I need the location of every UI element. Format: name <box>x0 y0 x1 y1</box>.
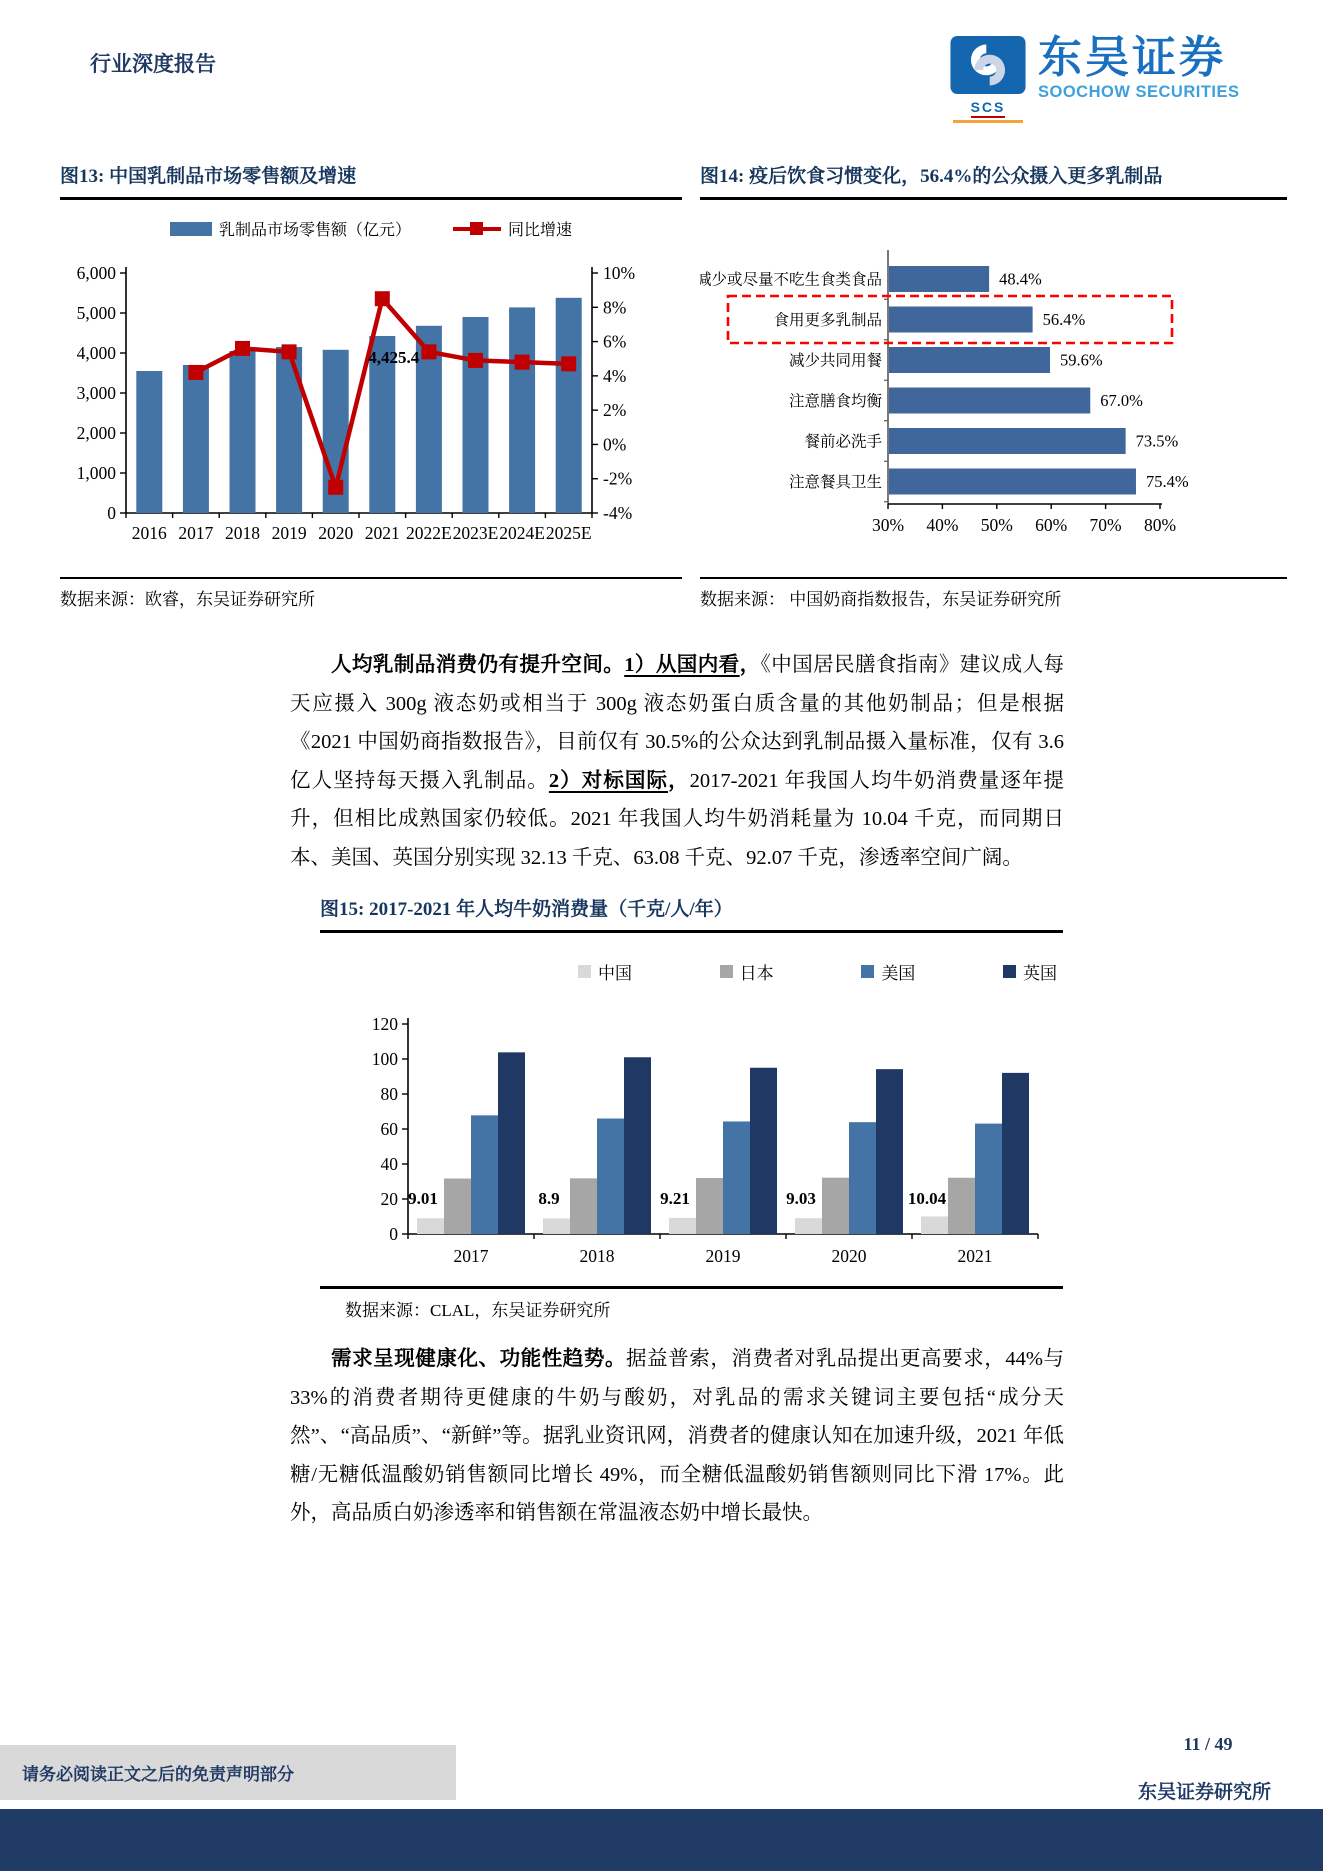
svg-text:2023E: 2023E <box>452 523 499 543</box>
logo-badge: SCS <box>971 99 1006 118</box>
svg-text:60%: 60% <box>1035 515 1068 535</box>
svg-text:73.5%: 73.5% <box>1135 431 1179 451</box>
figure-13-source-rule <box>60 577 682 579</box>
svg-text:3,000: 3,000 <box>76 383 116 403</box>
svg-text:2021: 2021 <box>364 523 400 543</box>
svg-text:75.4%: 75.4% <box>1145 472 1189 491</box>
svg-text:6%: 6% <box>603 331 627 352</box>
figure-15-chart <box>320 992 1063 1297</box>
svg-text:2,000: 2,000 <box>76 423 116 443</box>
svg-text:48.4%: 48.4% <box>999 269 1042 289</box>
svg-text:4%: 4% <box>603 365 627 386</box>
text-segment: 2）对标国际 <box>548 769 669 792</box>
figure-14-chart <box>700 234 1287 584</box>
figure-14-title-rule <box>700 197 1287 200</box>
figure-13-title: 图13: 中国乳制品市场零售额及增速 <box>60 166 357 187</box>
svg-text:-2%: -2% <box>603 468 633 489</box>
legend-item <box>453 217 572 240</box>
legend-label: 美国 <box>881 964 916 983</box>
figure-15 <box>320 897 1063 1337</box>
soochow-logo <box>950 33 1240 123</box>
svg-text:10.04: 10.04 <box>907 1189 947 1208</box>
svg-text:50%: 50% <box>980 515 1013 535</box>
svg-text:2024E: 2024E <box>499 523 545 543</box>
text-segment: 人均乳制品消费仍有提升空间。 <box>331 654 625 676</box>
text-segment: 《中国居民膳食指南》建议成人每天应摄入 300g 液态奶或相当于 300g 液态奶蛋白质含量的其他奶制品；但是根据《2021 中国奶商指数报告》，目前仅有 30.5%的公众达到乳制品摄入量标准，仅有 3.6 亿人坚持每天摄入乳制品。 <box>290 654 1065 792</box>
legend-label: 英国 <box>1022 964 1057 983</box>
figure-13-legend <box>60 217 682 240</box>
soochow-logo-icon <box>950 36 1026 99</box>
legend-item <box>861 959 915 984</box>
svg-text:2%: 2% <box>603 400 627 421</box>
svg-text:2017: 2017 <box>453 1246 489 1266</box>
footer-disclaimer-box <box>0 1745 456 1800</box>
svg-text:注意膳食均衡: 注意膳食均衡 <box>788 393 882 410</box>
legend-item <box>1003 959 1057 984</box>
figure-13 <box>60 164 682 624</box>
legend-label: 乳制品市场零售额（亿元） <box>218 222 411 239</box>
svg-text:30%: 30% <box>871 515 905 535</box>
footer-disclaimer-text: 请务必阅读正文之后的免责声明部分 <box>22 1765 294 1784</box>
svg-text:80: 80 <box>380 1084 398 1104</box>
svg-text:2022E: 2022E <box>406 523 452 543</box>
svg-text:9.03: 9.03 <box>786 1189 816 1208</box>
legend-item <box>578 959 632 984</box>
svg-text:食用更多乳制品: 食用更多乳制品 <box>773 312 882 329</box>
svg-text:0: 0 <box>107 503 116 523</box>
svg-text:4,425.4: 4,425.4 <box>368 347 420 367</box>
figure-14-title: 图14: 疫后饮食习惯变化，56.4%的公众摄入更多乳制品 <box>700 166 1163 187</box>
footer-navy-bar <box>0 1809 1323 1871</box>
svg-text:-4%: -4% <box>603 503 633 523</box>
svg-text:40: 40 <box>380 1154 398 1174</box>
figure-14-source: 数据来源： 中国奶商指数报告，东吴证券研究所 <box>700 590 1062 609</box>
text-segment: 2017-2021 年我国人均牛奶消费量逐年提升，但相比成熟国家仍较低。2021 年我国人均牛奶消耗量为 10.04 千克，而同期日本、美国、英国分别实现 32.13 千克、63.08 千克、92.07 千克，渗透率空间广阔。 <box>290 769 1065 869</box>
bar-swatch <box>1003 965 1016 978</box>
svg-text:2018: 2018 <box>579 1246 615 1266</box>
logo-cn-name: 东吴证券 <box>1038 33 1226 82</box>
figure-15-title: 图15: 2017-2021 年人均牛奶消费量（千克/人/年） <box>320 899 733 920</box>
legend-label: 同比增速 <box>508 222 573 239</box>
svg-text:1,000: 1,000 <box>76 463 116 483</box>
svg-text:餐前必洗手: 餐前必洗手 <box>804 433 882 451</box>
svg-text:9.01: 9.01 <box>408 1189 438 1208</box>
svg-text:60: 60 <box>380 1119 398 1139</box>
svg-text:减少共同用餐: 减少共同用餐 <box>788 352 882 370</box>
svg-text:6,000: 6,000 <box>76 263 116 283</box>
svg-text:8.9: 8.9 <box>538 1189 560 1208</box>
svg-text:2025E: 2025E <box>545 523 592 543</box>
svg-text:9.21: 9.21 <box>660 1189 690 1208</box>
svg-text:2020: 2020 <box>831 1246 867 1266</box>
text-segment: 需求呈现健康化、功能性趋势。 <box>331 1348 627 1370</box>
figure-15-title-rule <box>320 930 1063 933</box>
svg-text:注意餐具卫生: 注意餐具卫生 <box>788 474 882 491</box>
bar-swatch <box>861 965 874 978</box>
svg-text:0%: 0% <box>603 434 627 455</box>
paragraph-demand-trend <box>290 1340 1064 1533</box>
svg-text:67.0%: 67.0% <box>1100 391 1143 410</box>
paragraph-dairy-consumption <box>290 646 1064 878</box>
footer-organization: 东吴证券研究所 <box>1138 1782 1272 1803</box>
svg-text:2020: 2020 <box>318 523 354 543</box>
svg-text:4,000: 4,000 <box>76 343 116 363</box>
svg-text:0: 0 <box>389 1224 398 1244</box>
figure-14-source-rule <box>700 577 1287 579</box>
figure-15-source-rule <box>320 1286 1063 1289</box>
svg-text:10%: 10% <box>603 263 636 283</box>
legend-label: 中国 <box>598 964 632 983</box>
svg-text:20: 20 <box>380 1189 398 1209</box>
logo-en-name: SOOCHOW SECURITIES <box>1038 83 1240 101</box>
svg-text:2016: 2016 <box>131 523 167 543</box>
figure-13-title-rule <box>60 197 682 200</box>
legend-label: 日本 <box>739 964 774 983</box>
figure-15-legend <box>578 959 1057 984</box>
svg-text:70%: 70% <box>1089 515 1122 535</box>
svg-text:2019: 2019 <box>271 523 307 543</box>
text-segment: 1）从国内看 <box>624 654 740 676</box>
svg-text:2021: 2021 <box>957 1246 993 1266</box>
legend-item <box>170 217 411 240</box>
bar-swatch <box>170 222 212 236</box>
text-segment: ， <box>739 654 761 676</box>
figure-13-source: 数据来源：欧睿，东吴证券研究所 <box>60 590 315 609</box>
figure-15-source: 数据来源：CLAL，东吴证券研究所 <box>345 1301 611 1320</box>
svg-text:2017: 2017 <box>178 523 214 543</box>
bar-swatch <box>720 965 733 978</box>
svg-text:100: 100 <box>371 1049 398 1069</box>
line-swatch <box>453 222 501 235</box>
svg-text:减少或尽量不吃生食类食品: 减少或尽量不吃生食类食品 <box>700 271 882 289</box>
svg-text:2018: 2018 <box>225 523 260 543</box>
legend-item <box>720 959 774 984</box>
text-segment: 据益普索，消费者对乳品提出更高要求，44%与 33%的消费者期待更健康的牛奶与酸奶，对乳品的需求关键词主要包括“成分天然”、“高品质”、“新鲜”等。据乳业资讯网，消费者的健康认知在加速升级，2021 年低糖/无糖低温酸奶销售额同比增长 49%，而全糖低温酸奶销售额则同比下滑 17%。此外，高品质白奶渗透率和销售额在常温液态奶中增长最快。 <box>290 1348 1065 1525</box>
svg-text:56.4%: 56.4% <box>1042 310 1086 329</box>
svg-text:59.6%: 59.6% <box>1060 350 1103 370</box>
svg-text:40%: 40% <box>926 515 959 535</box>
page-number: 11 / 49 <box>1183 1734 1233 1754</box>
bar-swatch <box>578 965 591 978</box>
svg-text:2019: 2019 <box>705 1246 741 1266</box>
text-segment: ， <box>668 769 690 792</box>
figure-14 <box>700 164 1287 624</box>
report-type-label: 行业深度报告 <box>90 52 216 76</box>
svg-text:5,000: 5,000 <box>76 303 116 323</box>
svg-text:8%: 8% <box>603 297 627 318</box>
svg-text:80%: 80% <box>1143 515 1177 535</box>
figure-13-chart <box>60 240 682 590</box>
logo-orange-bar <box>953 120 1023 123</box>
svg-text:120: 120 <box>371 1014 398 1034</box>
